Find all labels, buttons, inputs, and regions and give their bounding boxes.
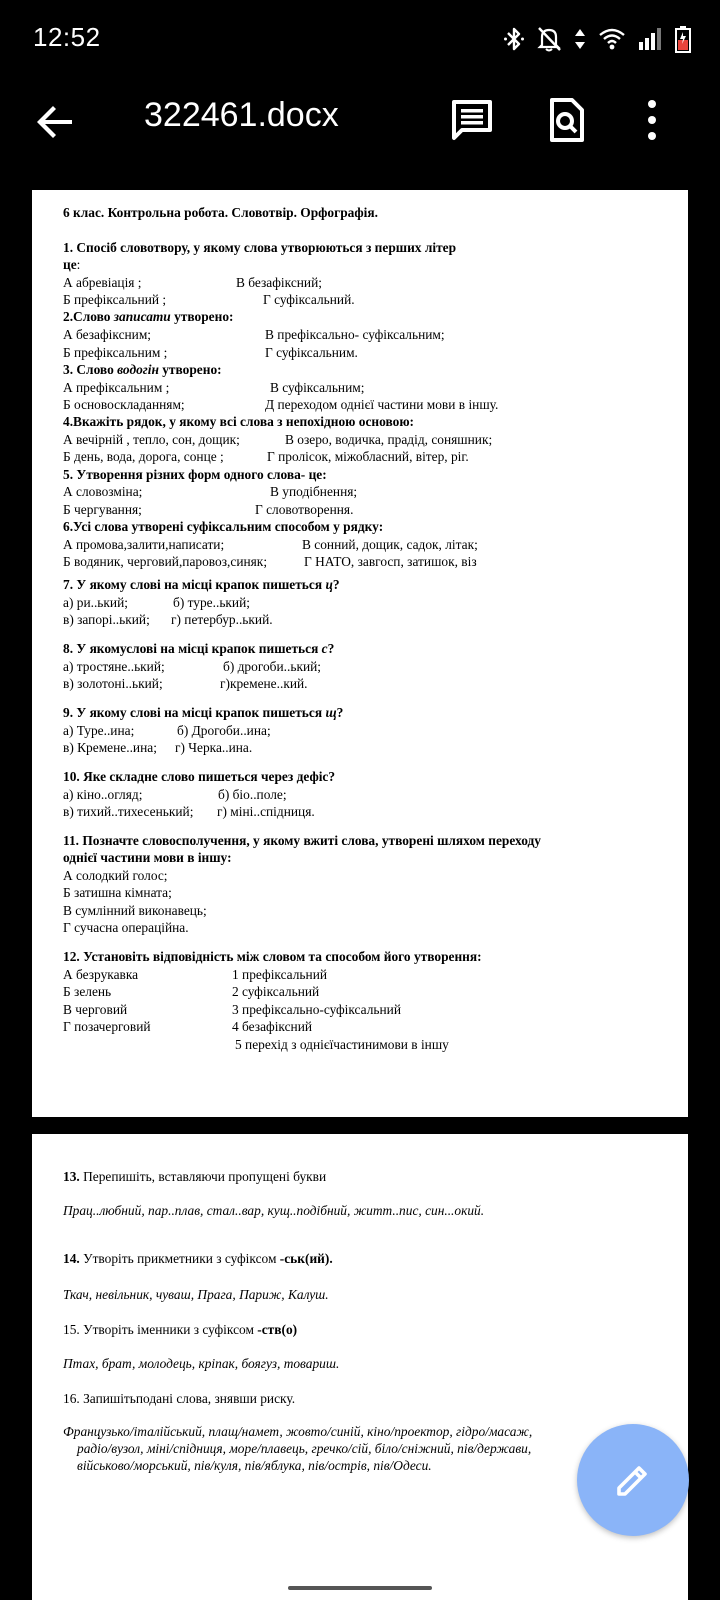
- notifications-off-icon: [536, 25, 562, 53]
- q12-method-4: 4 безафіксний: [232, 1019, 313, 1034]
- q9-option-a: а) Туре..ина;: [63, 723, 135, 738]
- q8-option-b: б) дрогоби..ький;: [223, 659, 322, 674]
- q6-option-g: Г НАТО, завгосп, затишок, віз: [304, 554, 477, 569]
- q16-title: [63, 1390, 295, 1407]
- q12-word-3: В черговий: [63, 1002, 128, 1017]
- comment-icon: [448, 96, 496, 144]
- q1-title-word: це: [63, 257, 77, 272]
- status-icons: [504, 24, 692, 54]
- q7-option-b: б) туре..ький;: [173, 595, 250, 610]
- q11-title: 11. Позначте словосполучення, у якому вжиті слова, утворені шляхом переходу: [63, 833, 542, 848]
- q13-title-text: Перепишіть, вставляючи пропущені букви: [79, 1169, 327, 1184]
- q2-option-g: Г суфіксальним.: [265, 345, 358, 360]
- q8-option-a: а) тростяне..ький;: [63, 659, 165, 674]
- q3-title-word: водогін: [117, 362, 159, 377]
- document-page-1: [32, 190, 688, 1117]
- q8-option-v: в) золотоні..ький;: [63, 676, 163, 691]
- q13-text: Прац..любний, пар..плав, стал..вар, кущ..подібний, житт..пис, син...окий.: [63, 1203, 485, 1218]
- arrow-back-icon: [32, 98, 80, 146]
- q10-option-a: а) кіно..огляд;: [63, 787, 143, 802]
- back-button[interactable]: [32, 98, 80, 146]
- q15-text: Птах, брат, молодець, кріпак, боягуз, товариш.: [63, 1356, 340, 1371]
- more-options-button[interactable]: [640, 96, 688, 144]
- q9-title-post: ?: [336, 705, 344, 720]
- q3-title: [63, 361, 222, 378]
- q11-option-b: Б затишна кімната;: [63, 885, 172, 900]
- find-in-document-button[interactable]: [542, 96, 590, 144]
- q8-title: [63, 640, 334, 657]
- q15-number: 15.: [63, 1322, 80, 1337]
- q5-option-a: А словозміна;: [63, 484, 143, 499]
- q14-title-text: Утворіть прикметники з суфіксом: [79, 1251, 280, 1266]
- q1-option-g: Г суфіксальний.: [263, 292, 355, 307]
- signal-icon: [638, 27, 662, 51]
- q4-option-b: Б день, вода, дорога, сонце ;: [63, 449, 224, 464]
- status-bar: [0, 0, 720, 80]
- q3-option-a: А префіксальним ;: [63, 380, 170, 395]
- q9-title-letter: щ: [325, 705, 337, 720]
- q15-suffix: -ств(о): [257, 1322, 298, 1337]
- q16-line-2: радіо/вузол, міні/спідниця, море/плавець, гречко/сій, біло/сніжний, пів/держави,: [77, 1441, 532, 1456]
- q12-word-1: А безрукавка: [63, 967, 139, 982]
- q6-title: 6.Усі слова утворені суфіксальним способом у рядку:: [63, 519, 384, 534]
- q11-title-cont: однієї частини мови в іншу:: [63, 850, 232, 865]
- q13-title: [63, 1168, 326, 1185]
- q4-option-a: А вечірній , тепло, сон, дощик;: [63, 432, 240, 447]
- q2-option-b: Б префіксальним ;: [63, 345, 168, 360]
- q2-option-a: А безафіксним;: [63, 327, 152, 342]
- battery-icon: [674, 25, 692, 53]
- q7-title-pre: 7. У якому слові на місці крапок пишеться: [63, 577, 326, 592]
- q16-title-text: Запишітьподані слова, знявши риску.: [79, 1391, 296, 1406]
- q7-title: [63, 576, 340, 593]
- q12-word-2: Б зелень: [63, 984, 112, 999]
- q11-option-v: В сумлінний виконавець;: [63, 903, 207, 918]
- more-vert-icon: [640, 96, 664, 144]
- q1-option-a: А абревіація ;: [63, 275, 142, 290]
- q5-title: 5. Утворення різних форм одного слова- це:: [63, 467, 327, 482]
- q8-title-letter: с: [321, 641, 328, 656]
- q7-option-a: а) ри..ький;: [63, 595, 128, 610]
- q8-title-post: ?: [327, 641, 335, 656]
- q1-option-b: Б префіксальний ;: [63, 292, 167, 307]
- q2-title-pre: 2.Слово: [63, 309, 114, 324]
- q6-option-a: А промова,залити,написати;: [63, 537, 225, 552]
- q7-option-v: в) запорі..ький;: [63, 612, 150, 627]
- q15-title: [63, 1321, 297, 1338]
- q2-option-v: В префіксально- суфіксальним;: [265, 327, 445, 342]
- q1-title: 1. Спосіб словотвору, у якому слова утворюються з перших літер: [63, 240, 457, 255]
- document-heading: 6 клас. Контрольна робота. Словотвір. Орфографія.: [63, 205, 378, 220]
- q1-option-v: В безафіксний;: [236, 275, 322, 290]
- q7-title-post: ?: [332, 577, 340, 592]
- q15-title-text: Утворіть іменники з суфіксом: [79, 1322, 258, 1337]
- q14-title: [63, 1250, 333, 1267]
- q10-option-v: в) тихий..тихесенький;: [63, 804, 194, 819]
- q1-title-cont: це:: [63, 257, 81, 272]
- q5-option-v: В уподібнення;: [270, 484, 358, 499]
- q12-method-3: 3 префіксально-суфіксальний: [232, 1002, 402, 1017]
- q8-option-g: г)кремене..кий.: [220, 676, 308, 691]
- document-title: 322461.docx: [144, 96, 339, 134]
- q12-method-5: 5 перехід з однієїчастинимови в іншу: [235, 1037, 449, 1052]
- q9-option-b: б) Дрогоби..ина;: [177, 723, 271, 738]
- q14-suffix: -ськ(ий).: [279, 1251, 333, 1266]
- gesture-nav-bar[interactable]: [288, 1586, 432, 1590]
- wifi-icon: [598, 27, 626, 51]
- q14-text: Ткач, невільник, чуваш, Прага, Париж, Калуш.: [63, 1287, 329, 1302]
- q3-option-v: В суфіксальним;: [270, 380, 365, 395]
- q3-title-post: утворено:: [158, 362, 222, 377]
- q12-title: 12. Установіть відповідність між словом та способом його утворення:: [63, 949, 482, 964]
- bluetooth-icon: [504, 25, 524, 53]
- q11-option-g: Г сучасна операційна.: [63, 920, 189, 935]
- q9-title-pre: 9. У якому слові на місці крапок пишеться: [63, 705, 326, 720]
- data-arrows-icon: [574, 25, 586, 53]
- edit-button[interactable]: [577, 1424, 689, 1536]
- status-time: 12:52: [33, 22, 101, 52]
- document-page-2: [32, 1134, 688, 1600]
- q4-option-v: В озеро, водичка, прадід, соняшник;: [285, 432, 493, 447]
- q12-word-4: Г позачерговий: [63, 1019, 151, 1034]
- q9-option-g: г) Черка..ина.: [175, 740, 253, 755]
- q16-number: 16.: [63, 1391, 80, 1406]
- q5-option-g: Г словотворення.: [255, 502, 354, 517]
- q4-option-g: Г пролісок, міжобласний, вітер, ріг.: [267, 449, 469, 464]
- q3-option-d: Д переходом однієї частини мови в іншу.: [265, 397, 499, 412]
- q3-option-b: Б основоскладанням;: [63, 397, 185, 412]
- search-doc-icon: [542, 96, 590, 144]
- q10-title: 10. Яке складне слово пишеться через дефіс?: [63, 769, 336, 784]
- q2-title: [63, 308, 233, 325]
- q6-option-v: В сонний, дощик, садок, літак;: [302, 537, 478, 552]
- q4-title: 4.Вкажіть рядок, у якому всі слова з непохідною основою:: [63, 414, 415, 429]
- q11-option-a: А солодкий голос;: [63, 868, 168, 883]
- q7-option-g: г) петербур..ький.: [171, 612, 273, 627]
- q16-line-3: військово/морський, пів/куля, пів/яблука, пів/острів, пів/Одеси.: [77, 1458, 432, 1473]
- q6-option-b: Б водяник, черговий,паровоз,синяк;: [63, 554, 268, 569]
- q5-option-b: Б чергування;: [63, 502, 142, 517]
- edit-pencil-icon: [613, 1460, 653, 1500]
- q12-method-2: 2 суфіксальний: [232, 984, 320, 999]
- q12-method-1: 1 префіксальний: [232, 967, 328, 982]
- q9-title: [63, 704, 343, 721]
- q8-title-pre: 8. У якомуслові на місці крапок пишеться: [63, 641, 322, 656]
- q14-number: 14.: [63, 1251, 80, 1266]
- q13-number: 13.: [63, 1169, 80, 1184]
- q16-line-1: Французько/італійський, плащ/намет, жовто/синій, кіно/проектор, гідро/масаж,: [63, 1424, 533, 1439]
- q7-title-letter: ц: [325, 577, 333, 592]
- q3-title-pre: 3. Слово: [63, 362, 118, 377]
- q2-title-post: утворено:: [170, 309, 234, 324]
- q2-title-word: записати: [113, 309, 171, 324]
- q10-option-b: б) біо..поле;: [218, 787, 287, 802]
- comment-button[interactable]: [448, 96, 496, 144]
- q10-option-g: г) міні..спідниця.: [217, 804, 315, 819]
- q9-option-v: в) Кремене..ина;: [63, 740, 157, 755]
